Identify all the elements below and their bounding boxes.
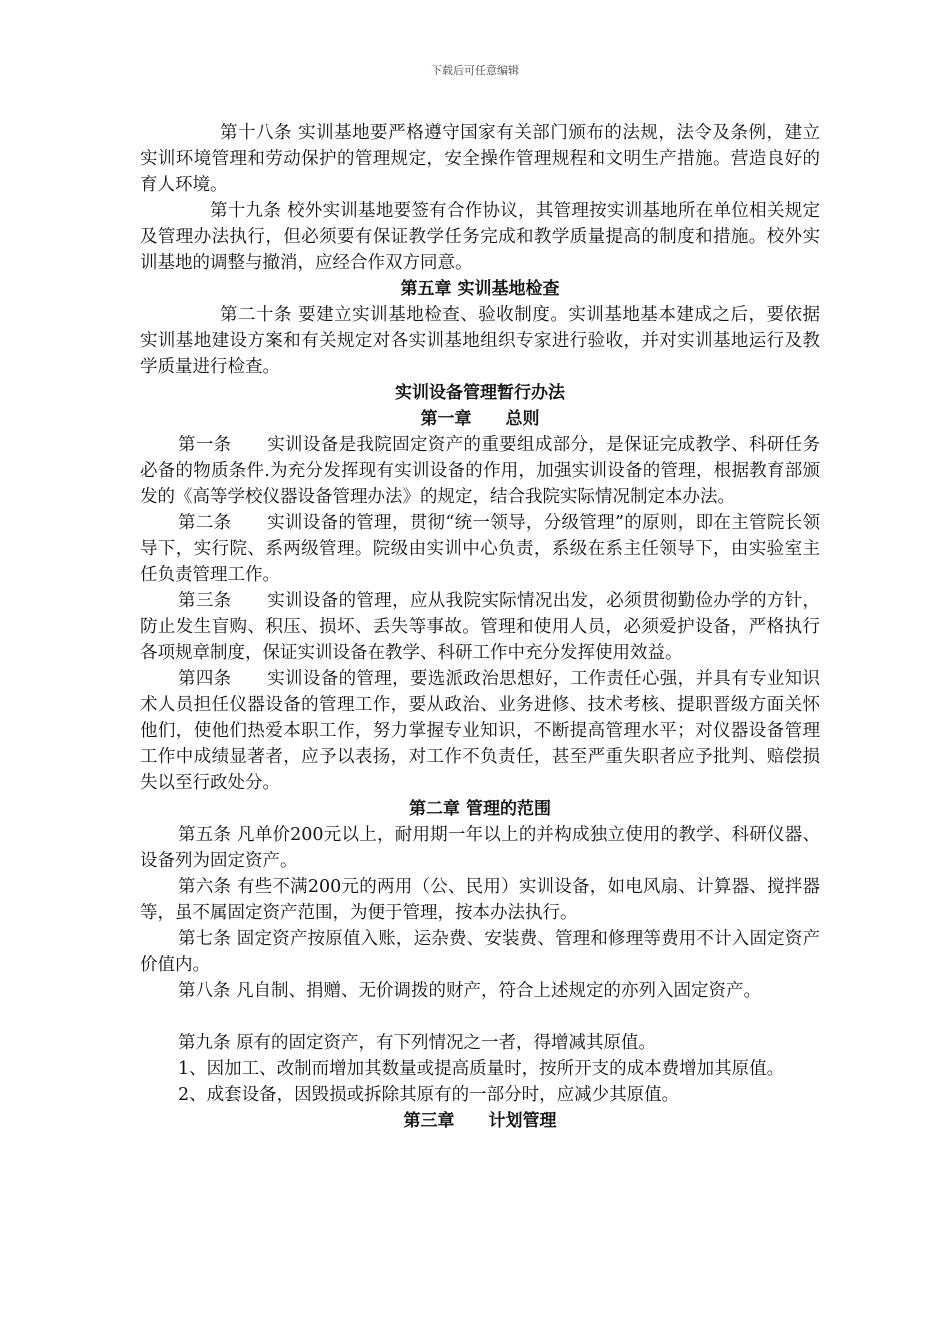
article-9: 第九条 原有的固定资产，有下列情况之一者，得增减其原值。 [178, 1033, 657, 1053]
list-item-1: 1、因加工、改制而增加其数量或提高质量时，按所开支的成本费增加其原值。 [178, 1059, 785, 1079]
article-2: 第二条 实训设备的管理，贯彻“统一领导，分级管理”的原则，即在主管院长领导下，实行院、系两级管理。院级由实训中心负责，系级在系主任领导下，由实验室主任负责管理工作。 [140, 513, 820, 585]
article-1: 第一条 实训设备是我院固定资产的重要组成部分，是保证完成教学、科研任务必备的物质条件.为充分发挥现有实训设备的作用，加强实训设备的管理，根据教育部颁发的《高等学校仪器设备管理办法》的规定，结合我院实际情况制定本办法。 [140, 435, 820, 507]
chapter-5-heading: 第五章 实训基地检查 [400, 279, 560, 299]
article-18: 第十八条 实训基地要严格遵守国家有关部门颁布的法规，法令及条例，建立实训环境管理和劳动保护的管理规定，安全操作管理规程和文明生产措施。营造良好的育人环境。 [140, 123, 820, 195]
article-4: 第四条 实训设备的管理，要选派政治思想好，工作责任心强，并具有专业知识术人员担任仪器设备的管理工作，要从政治、业务进修、技术考核、提职晋级方面关怀他们，使他们热爱本职工作，努力掌握专业知识，不断提高管理水平；对仪器设备管理工作中成绩显著者，应予以表扬，对工作不负责任，甚至严重失职者应予批判、赔偿损失以至行政处分。 [140, 669, 820, 793]
chapter-3-heading: 第三章 计划管理 [403, 1111, 557, 1131]
chapter-1-heading: 第一章 总则 [420, 409, 540, 429]
article-3: 第三条 实训设备的管理，应从我院实际情况出发，必须贯彻勤俭办学的方针，防止发生盲购、积压、损坏、丢失等事故。管理和使用人员，必须爱护设备，严格执行各项规章制度，保证实训设备在教学、科研工作中充分发挥使用效益。 [140, 591, 820, 663]
blank-line [140, 1004, 820, 1030]
article-20: 第二十条 要建立实训基地检查、验收制度。实训基地基本建成之后，要依据实训基地建设方案和有关规定对各实训基地组织专家进行验收，并对实训基地运行及教学质量进行检查。 [140, 305, 820, 377]
document-body [140, 120, 820, 1134]
chapter-2-heading: 第二章 管理的范围 [409, 799, 551, 819]
page-header: 下载后可任意编辑 [431, 64, 519, 77]
document-title: 实训设备管理暂行办法 [395, 383, 565, 403]
list-item-2: 2、成套设备，因毁损或拆除其原有的一部分时，应减少其原值。 [178, 1085, 680, 1105]
article-7: 第七条 固定资产按原值入账，运杂费、安装费、管理和修理等费用不计入固定资产价值内。 [140, 929, 820, 975]
article-19: 第十九条 校外实训基地要签有合作协议，其管理按实训基地所在单位相关规定及管理办法执行，但必须要有保证教学任务完成和教学质量提高的制度和措施。校外实训基地的调整与撤消，应经合作双方同意。 [140, 201, 820, 273]
article-8: 第八条 凡自制、捐赠、无价调拨的财产，符合上述规定的亦列入固定资产。 [178, 981, 762, 1001]
article-6: 第六条 有些不满200元的两用（公、民用）实训设备，如电风扇、计算器、搅拌器等，虽不属固定资产范围，为便于管理，按本办法执行。 [140, 877, 820, 923]
article-5: 第五条 凡单价200元以上，耐用期一年以上的并构成独立使用的教学、科研仪器、设备列为固定资产。 [140, 825, 820, 871]
